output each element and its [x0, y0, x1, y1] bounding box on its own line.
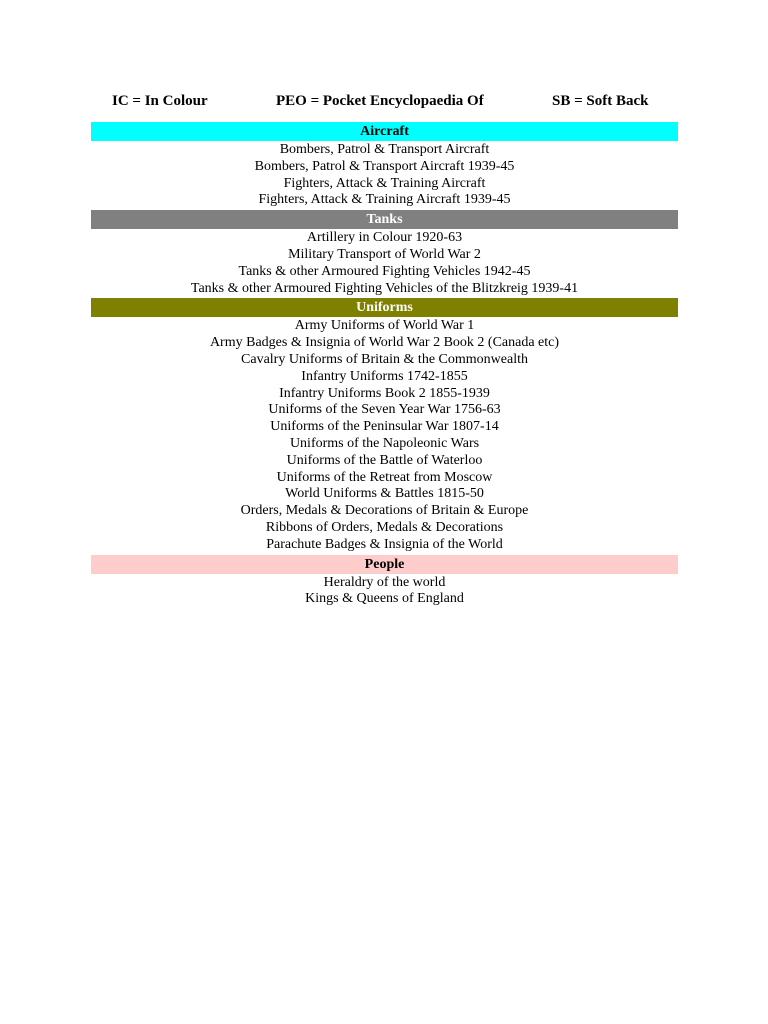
legend-sb: SB = Soft Back: [552, 93, 649, 109]
list-item: Infantry Uniforms Book 2 1855-1939: [279, 385, 490, 401]
list-item: Orders, Medals & Decorations of Britain & Europe: [240, 503, 529, 519]
section-items-people: [91, 574, 678, 610]
list-item: Tanks & other Armoured Fighting Vehicles 1942-45: [238, 263, 531, 279]
list-item: Tanks & other Armoured Fighting Vehicles of the Blitzkreig 1939-41: [190, 280, 579, 296]
section-items-tanks: [91, 229, 678, 298]
list-item: Bombers, Patrol & Transport Aircraft: [279, 142, 490, 157]
list-item: Cavalry Uniforms of Britain & the Commonwealth: [241, 351, 528, 367]
list-item: Uniforms of the Seven Year War 1756-63: [268, 402, 501, 418]
list-item: Parachute Badges & Insignia of the World: [266, 536, 503, 552]
section-header-people: People: [91, 555, 678, 574]
list-item: Heraldry of the world: [323, 574, 446, 590]
list-item: Army Uniforms of World War 1: [294, 318, 475, 334]
section-tanks: [91, 210, 678, 298]
list-item: Uniforms of the Battle of Waterloo: [286, 452, 483, 468]
section-uniforms: [91, 298, 678, 554]
list-item: Ribbons of Orders, Medals & Decorations: [265, 519, 504, 535]
list-item: Fighters, Attack & Training Aircraft: [283, 175, 486, 191]
list-item: Uniforms of the Napoleonic Wars: [289, 435, 480, 451]
section-items-uniforms: [91, 317, 678, 554]
list-item: Infantry Uniforms 1742-1855: [301, 368, 468, 384]
list-item: Kings & Queens of England: [305, 591, 464, 607]
list-item: Bombers, Patrol & Transport Aircraft 1939-45: [254, 158, 515, 174]
list-item: Uniforms of the Retreat from Moscow: [276, 469, 493, 485]
book-list: [91, 122, 678, 609]
section-items-aircraft: [91, 141, 678, 210]
section-aircraft: [91, 122, 678, 210]
section-header-aircraft: Aircraft: [91, 122, 678, 141]
list-item: Fighters, Attack & Training Aircraft 1939-45: [258, 192, 511, 208]
list-item: World Uniforms & Battles 1815-50: [285, 486, 484, 502]
list-item: Uniforms of the Peninsular War 1807-14: [270, 419, 499, 435]
section-header-uniforms: Uniforms: [91, 298, 678, 317]
legend-ic: IC = In Colour: [112, 93, 208, 109]
section-people: [91, 555, 678, 610]
legend-peo: PEO = Pocket Encyclopaedia Of: [276, 93, 484, 109]
abbreviation-legend: [91, 93, 678, 115]
list-item: Army Badges & Insignia of World War 2 Book 2 (Canada etc): [209, 335, 560, 351]
section-header-tanks: Tanks: [91, 210, 678, 229]
list-item: Military Transport of World War 2: [288, 246, 481, 262]
list-item: Artillery in Colour 1920-63: [306, 230, 463, 246]
